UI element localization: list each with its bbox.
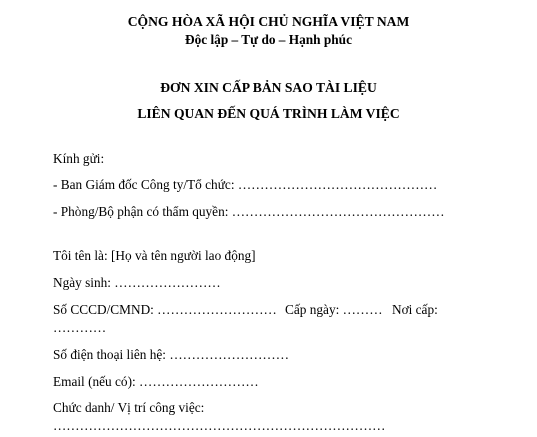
id-number: Số CCCD/CMND: ……………………… — [53, 302, 277, 317]
national-motto: Độc lập – Tự do – Hạnh phúc — [185, 32, 352, 47]
issue-place: Nơi cấp: — [392, 302, 438, 317]
document-title-line-2: LIÊN QUAN ĐẾN QUÁ TRÌNH LÀM VIỆC — [137, 106, 400, 121]
job-position: Chức danh/ Vị trí công việc: — [53, 400, 205, 415]
kinh-gui-label: Kính gửi: — [53, 151, 105, 166]
issue-date: Cấp ngày: ……… — [285, 302, 383, 317]
document-title-line-1: ĐƠN XIN CẤP BẢN SAO TÀI LIỆU — [160, 80, 377, 95]
email: Email (nếu có): ……………………… — [53, 374, 259, 389]
phone-number: Số điện thoại liên hệ: ……………………… — [53, 347, 290, 362]
recipient-department: - Phòng/Bộ phận có thẩm quyền: ………………………………………… — [53, 204, 445, 219]
applicant-name: Tôi tên là: [Họ và tên người lao động] — [53, 248, 256, 263]
job-position-continuation: ………………………………………………………………… — [53, 418, 386, 433]
date-of-birth: Ngày sinh: …………………… — [53, 275, 221, 290]
national-title: CỘNG HÒA XÃ HỘI CHỦ NGHĨA VIỆT NAM — [127, 14, 410, 29]
recipient-company: - Ban Giám đốc Công ty/Tổ chức: ……………………………………… — [53, 177, 438, 192]
issue-place-continuation: ………… — [53, 320, 107, 335]
